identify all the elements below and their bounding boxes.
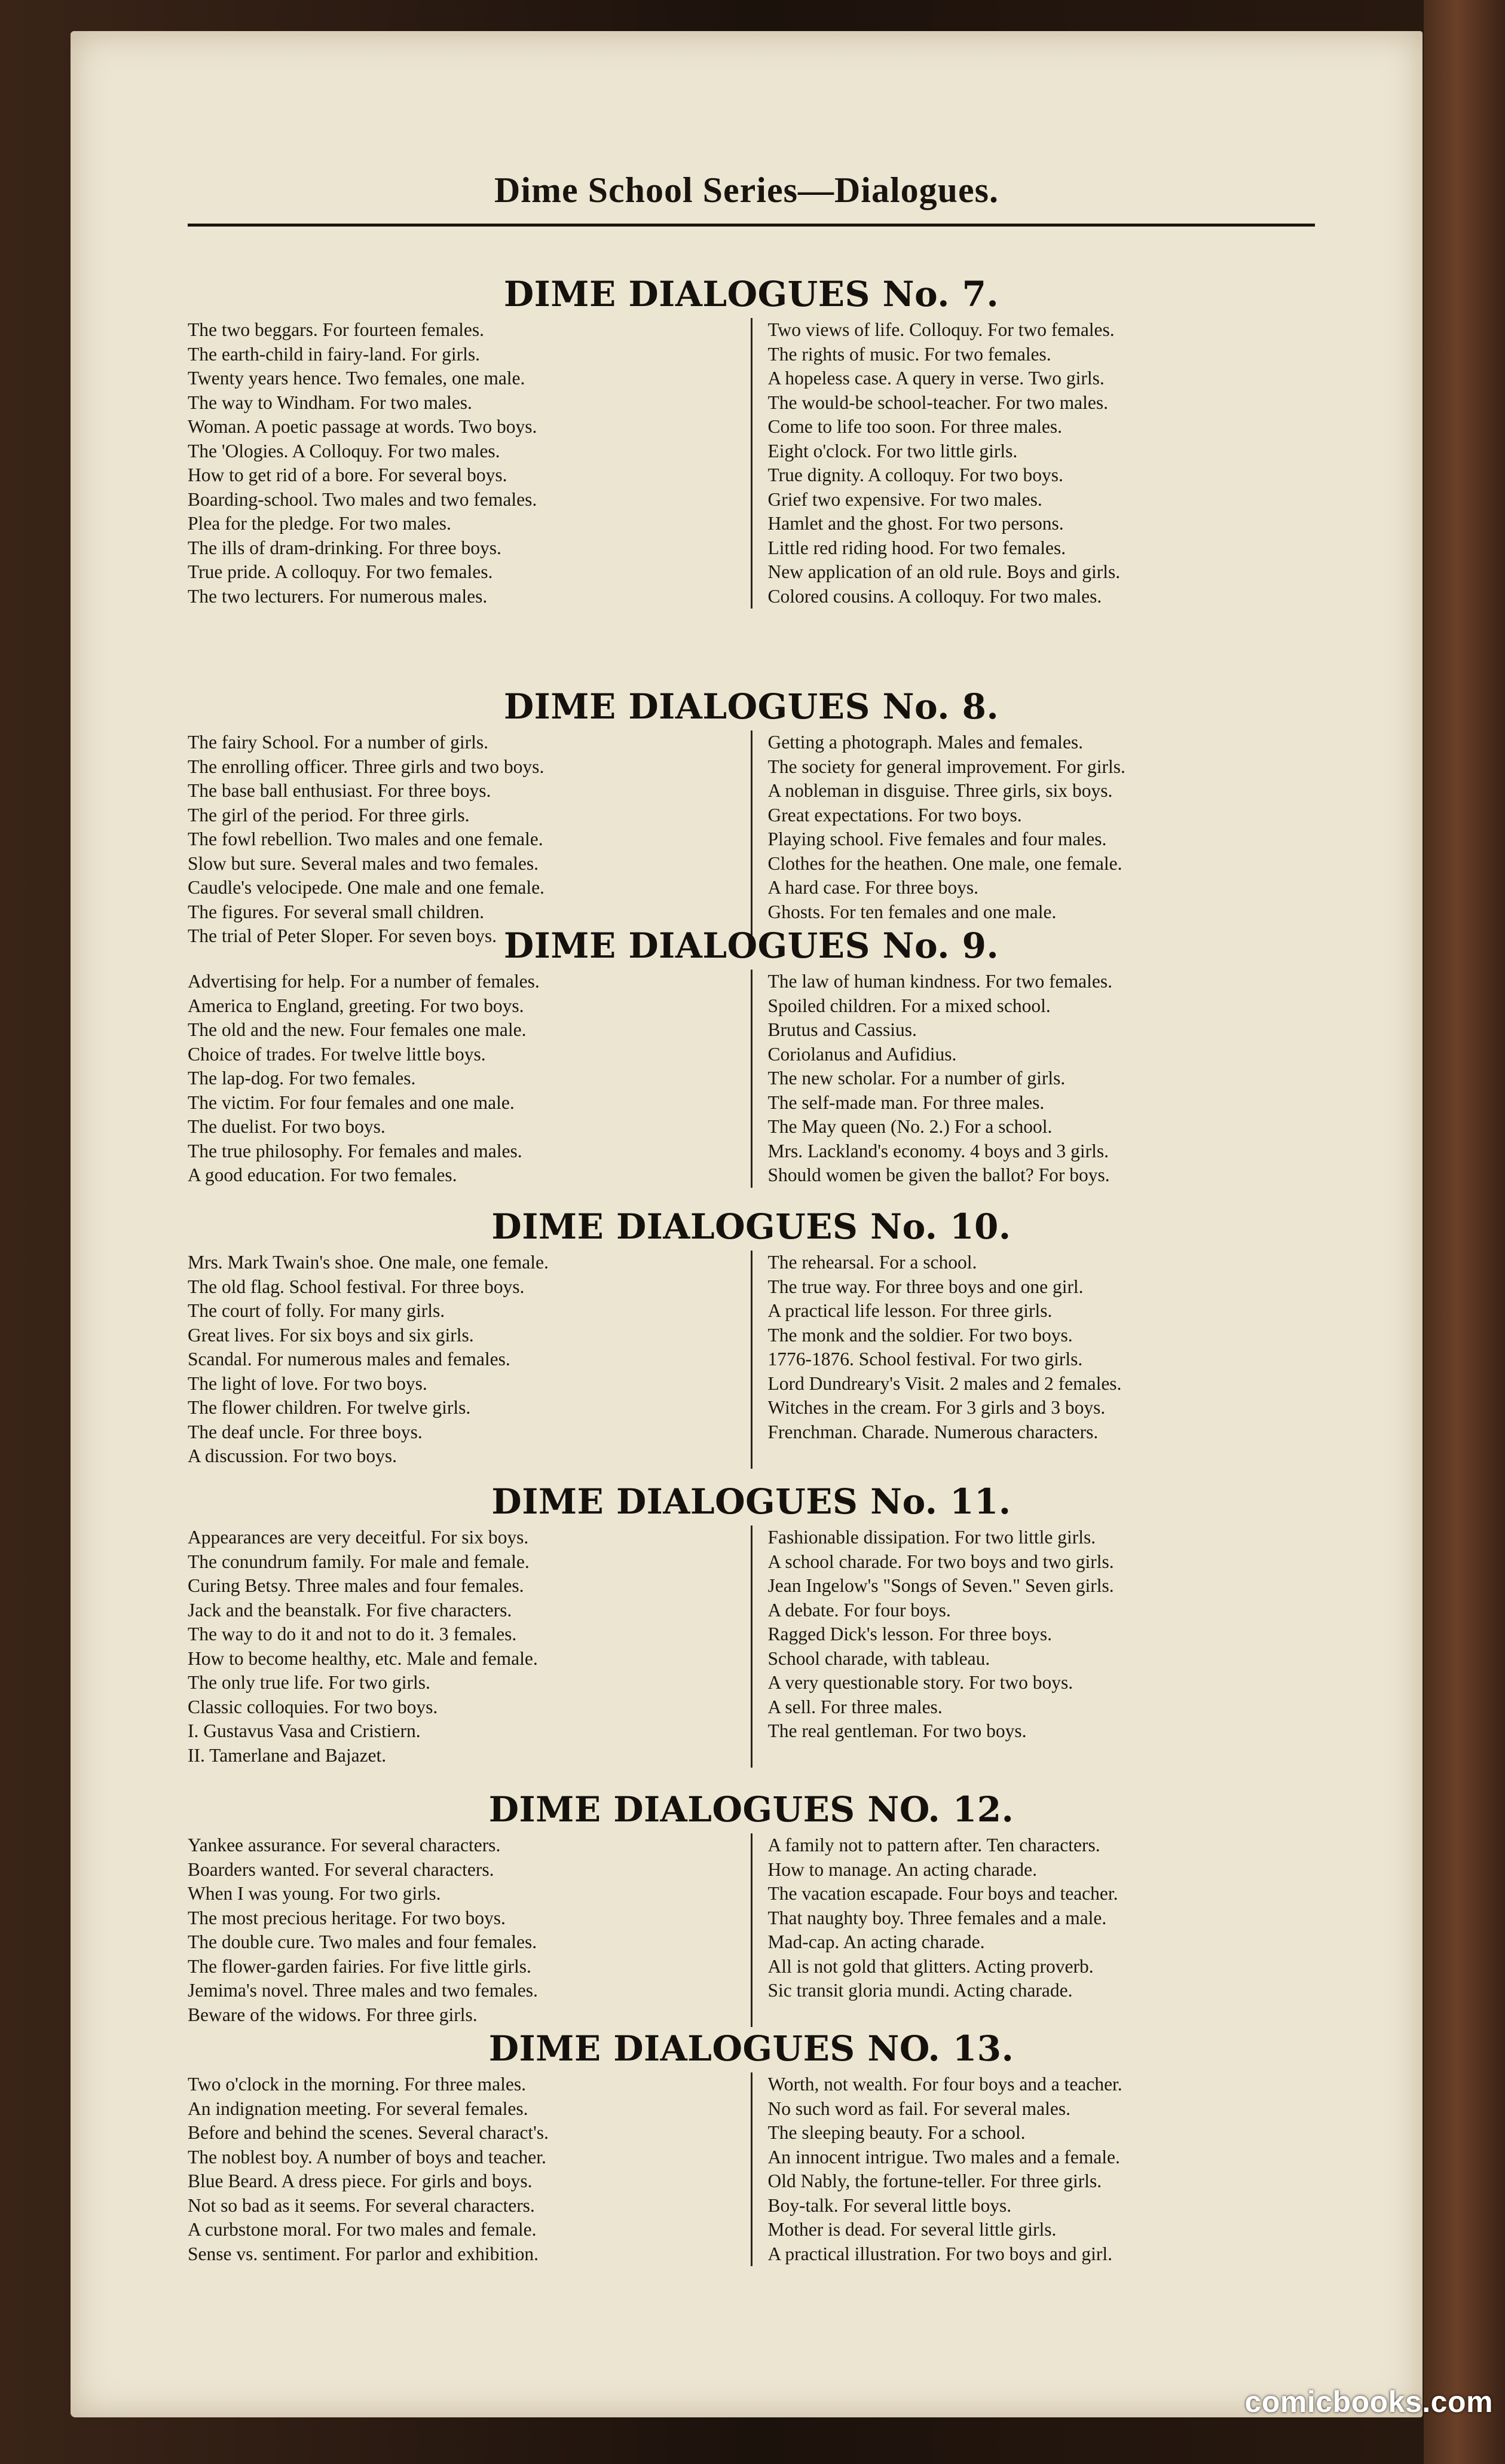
dialogue-entry: The 'Ologies. A Colloquy. For two males.: [188, 440, 500, 461]
dialogue-entry: The ills of dram-drinking. For three boys.: [188, 537, 501, 558]
dialogue-entry: That naughty boy. Three females and a male.: [767, 1907, 1107, 1928]
left-column: [188, 970, 751, 1188]
dialogue-entry: Old Nably, the fortune-teller. For three girls.: [767, 2170, 1102, 2191]
dialogue-section: [188, 270, 1315, 609]
dialogue-section: [188, 1786, 1315, 2027]
dialogue-entry: The deaf uncle. For three boys.: [188, 1421, 423, 1442]
dialogue-entry: True dignity. A colloquy. For two boys.: [767, 464, 1063, 485]
dialogue-entry: Great lives. For six boys and six girls.: [188, 1324, 474, 1346]
right-column: [752, 970, 1316, 1188]
section-columns: [188, 1833, 1315, 2027]
right-column: [752, 1833, 1316, 2027]
dialogue-entry: Jemima's novel. Three males and two females.: [188, 1980, 538, 2001]
dialogue-entry: The society for general improvement. For girls.: [767, 756, 1125, 777]
dialogue-entry: The true philosophy. For females and males.: [188, 1140, 522, 1161]
dialogue-entry: Scandal. For numerous males and females.: [188, 1349, 510, 1369]
dialogue-entry: Spoiled children. For a mixed school.: [767, 995, 1051, 1016]
dialogue-entry: The old and the new. Four females one male.: [188, 1019, 527, 1040]
dialogue-entry: Slow but sure. Several males and two females.: [188, 852, 539, 874]
dialogue-entry: True pride. A colloquy. For two females.: [188, 561, 493, 582]
dialogue-entry: The victim. For four females and one male.: [188, 1092, 515, 1113]
dialogue-entry: The May queen (No. 2.) For a school.: [767, 1116, 1053, 1137]
dialogue-entry: The double cure. Two males and four females.: [188, 1931, 537, 1952]
dialogue-entry: Boarders wanted. For several characters.: [188, 1858, 494, 1880]
dialogue-entry: Witches in the cream. For 3 girls and 3 boys.: [767, 1397, 1106, 1418]
dialogue-entry: The flower children. For twelve girls.: [188, 1397, 471, 1418]
dialogue-entry: A curbstone moral. For two males and female.: [188, 2219, 537, 2240]
dialogue-entry: Grief two expensive. For two males.: [767, 488, 1042, 510]
dialogue-entry: The figures. For several small children.: [188, 901, 484, 922]
right-column: [752, 730, 1316, 949]
right-column: [752, 2072, 1316, 2266]
dialogue-entry: A family not to pattern after. Ten characters.: [767, 1835, 1100, 1855]
dialogue-entry: America to England, greeting. For two boys.: [188, 995, 524, 1016]
section-title: DIME DIALOGUES No. 9.: [503, 925, 999, 966]
dialogue-entry: The new scholar. For a number of girls.: [767, 1068, 1066, 1089]
dialogue-entry: The way to do it and not to do it. 3 females.: [188, 1624, 517, 1644]
section-columns: [188, 970, 1315, 1188]
dialogue-entry: The most precious heritage. For two boys.: [188, 1907, 506, 1928]
book-spine: [1424, 0, 1505, 2464]
dialogue-entry: Appearances are very deceitful. For six boys.: [188, 1527, 529, 1548]
dialogue-entry: A good education. For two females.: [188, 1164, 457, 1185]
dialogue-entry: Jack and the beanstalk. For five characters.: [188, 1599, 512, 1621]
dialogue-section: [188, 2025, 1315, 2266]
dialogue-entry: The true way. For three boys and one girl.: [767, 1276, 1084, 1297]
dialogue-entry: The two lecturers. For numerous males.: [188, 585, 488, 607]
dialogue-entry: Woman. A poetic passage at words. Two boys.: [188, 416, 537, 437]
dialogue-entry: The only true life. For two girls.: [188, 1672, 430, 1693]
dialogue-entry: An indignation meeting. For several females.: [188, 2098, 528, 2119]
dialogue-entry: Playing school. Five females and four males.: [767, 829, 1107, 849]
left-column: [188, 1833, 751, 2027]
dialogue-entry: The old flag. School festival. For three boys.: [188, 1276, 525, 1297]
dialogue-entry: Before and behind the scenes. Several charact's.: [188, 2122, 549, 2143]
section-columns: [188, 730, 1315, 949]
dialogue-entry: How to manage. An acting charade.: [767, 1858, 1037, 1880]
dialogue-entry: The trial of Peter Sloper. For seven boys.: [188, 925, 497, 946]
section-title: DIME DIALOGUES NO. 13.: [488, 2028, 1014, 2069]
dialogue-entry: A hopeless case. A query in verse. Two girls.: [767, 368, 1105, 389]
dialogue-entry: Worth, not wealth. For four boys and a teacher.: [767, 2074, 1122, 2095]
dialogue-entry: The rehearsal. For a school.: [767, 1252, 977, 1273]
dialogue-entry: Boarding-school. Two males and two females.: [188, 488, 537, 510]
dialogue-section: [188, 1478, 1315, 1768]
dialogue-entry: Classic colloquies. For two boys.: [188, 1696, 438, 1717]
section-title: DIME DIALOGUES No. 7.: [503, 274, 999, 314]
dialogue-entry: The court of folly. For many girls.: [188, 1300, 445, 1321]
dialogue-entry: The light of love. For two boys.: [188, 1372, 427, 1394]
dialogue-entry: Colored cousins. A colloquy. For two males.: [767, 585, 1102, 607]
dialogue-entry: I. Gustavus Vasa and Cristiern.: [188, 1720, 421, 1741]
dialogue-entry: The earth-child in fairy-land. For girls.: [188, 343, 480, 365]
section-columns: [188, 318, 1315, 609]
dialogue-entry: The law of human kindness. For two females.: [767, 971, 1113, 992]
dialogue-entry: Mrs. Lackland's economy. 4 boys and 3 girls.: [767, 1140, 1109, 1161]
dialogue-entry: Hamlet and the ghost. For two persons.: [767, 513, 1064, 534]
dialogue-entry: Ragged Dick's lesson. For three boys.: [767, 1624, 1052, 1644]
left-column: [188, 318, 751, 609]
dialogue-entry: No such word as fail. For several males.: [767, 2098, 1070, 2119]
dialogue-entry: Lord Dundreary's Visit. 2 males and 2 females.: [767, 1372, 1122, 1394]
dialogue-entry: Plea for the pledge. For two males.: [188, 513, 451, 534]
dialogue-section: [188, 1203, 1315, 1469]
dialogue-entry: School charade, with tableau.: [767, 1647, 990, 1669]
dialogue-entry: The monk and the soldier. For two boys.: [767, 1324, 1073, 1346]
dialogue-entry: The vacation escapade. Four boys and teacher.: [767, 1883, 1118, 1904]
dialogue-entry: Two views of life. Colloquy. For two females.: [767, 319, 1115, 340]
dialogue-entry: Mrs. Mark Twain's shoe. One male, one female.: [188, 1252, 549, 1273]
section-title: DIME DIALOGUES NO. 12.: [488, 1789, 1014, 1830]
dialogue-entry: The noblest boy. A number of boys and teacher.: [188, 2146, 546, 2168]
header-rule: [188, 224, 1315, 227]
left-column: [188, 730, 751, 949]
dialogue-entry: The rights of music. For two females.: [767, 343, 1051, 365]
site-watermark: comicbooks.com: [1244, 2385, 1493, 2419]
dialogue-entry: How to become healthy, etc. Male and female.: [188, 1647, 538, 1669]
dialogue-entry: Twenty years hence. Two females, one male.: [188, 368, 525, 389]
dialogue-entry: How to get rid of a bore. For several boys.: [188, 464, 507, 485]
dialogue-entry: Two o'clock in the morning. For three males.: [188, 2074, 526, 2095]
dialogue-entry: When I was young. For two girls.: [188, 1883, 441, 1904]
dialogue-entry: 1776-1876. School festival. For two girls.: [767, 1349, 1083, 1369]
dialogue-entry: The enrolling officer. Three girls and two boys.: [188, 756, 545, 777]
dialogue-entry: Getting a photograph. Males and females.: [767, 732, 1083, 753]
dialogue-entry: Ghosts. For ten females and one male.: [767, 901, 1057, 922]
dialogue-entry: New application of an old rule. Boys and girls.: [767, 561, 1121, 582]
dialogue-entry: The flower-garden fairies. For five little girls.: [188, 1955, 531, 1977]
dialogue-entry: A very questionable story. For two boys.: [767, 1672, 1073, 1693]
dialogue-entry: The base ball enthusiast. For three boys.: [188, 780, 491, 801]
dialogue-entry: The fowl rebellion. Two males and one female.: [188, 829, 543, 849]
dialogue-entry: The real gentleman. For two boys.: [767, 1720, 1027, 1741]
right-column: [752, 1526, 1316, 1768]
dialogue-entry: Choice of trades. For twelve little boys.: [188, 1043, 486, 1065]
right-column: [752, 318, 1316, 609]
dialogue-entry: Frenchman. Charade. Numerous characters.: [767, 1421, 1099, 1442]
dialogue-entry: All is not gold that glitters. Acting proverb.: [767, 1955, 1094, 1977]
left-column: [188, 2072, 751, 2266]
left-column: [188, 1251, 751, 1469]
dialogue-entry: A discussion. For two boys.: [188, 1445, 397, 1466]
catalog-page: [71, 31, 1423, 2417]
dialogue-entry: Yankee assurance. For several characters.: [188, 1835, 501, 1855]
dialogue-entry: Mad-cap. An acting charade.: [767, 1931, 985, 1952]
dialogue-entry: The duelist. For two boys.: [188, 1116, 386, 1137]
left-column: [188, 1526, 751, 1768]
dialogue-entry: Caudle's velocipede. One male and one female.: [188, 877, 545, 898]
dialogue-entry: The way to Windham. For two males.: [188, 392, 472, 413]
dialogue-entry: The lap-dog. For two females.: [188, 1068, 416, 1089]
dialogue-entry: II. Tamerlane and Bajazet.: [188, 1744, 387, 1766]
section-columns: [188, 2072, 1315, 2266]
dialogue-entry: Coriolanus and Aufidius.: [767, 1043, 957, 1065]
dialogue-section: [188, 683, 1315, 949]
dialogue-entry: Come to life too soon. For three males.: [767, 416, 1063, 437]
dialogue-entry: Little red riding hood. For two females.: [767, 537, 1066, 558]
dialogue-entry: The conundrum family. For male and female.: [188, 1551, 530, 1572]
dialogue-entry: Clothes for the heathen. One male, one female.: [767, 852, 1122, 874]
section-title: DIME DIALOGUES No. 10.: [491, 1206, 1011, 1247]
dialogue-entry: Advertising for help. For a number of females.: [188, 971, 540, 992]
dialogue-entry: Not so bad as it seems. For several characters.: [188, 2194, 535, 2216]
dialogue-entry: The sleeping beauty. For a school.: [767, 2122, 1026, 2143]
dialogue-entry: Eight o'clock. For two little girls.: [767, 440, 1018, 461]
dialogue-entry: The self-made man. For three males.: [767, 1092, 1045, 1113]
section-title: DIME DIALOGUES No. 11.: [491, 1481, 1011, 1522]
dialogue-entry: Fashionable dissipation. For two little girls.: [767, 1527, 1096, 1548]
dialogue-entry: A nobleman in disguise. Three girls, six boys.: [767, 780, 1113, 801]
dialogue-entry: Curing Betsy. Three males and four females.: [188, 1575, 524, 1596]
dialogue-entry: Beware of the widows. For three girls.: [188, 2004, 478, 2025]
section-columns: [188, 1526, 1315, 1768]
dialogue-entry: Great expectations. For two boys.: [767, 804, 1022, 826]
dialogue-entry: The girl of the period. For three girls.: [188, 804, 470, 826]
dialogue-entry: The two beggars. For fourteen females.: [188, 319, 484, 340]
right-column: [752, 1251, 1316, 1469]
dialogue-entry: A practical illustration. For two boys and girl.: [767, 2243, 1113, 2264]
dialogue-entry: Sense vs. sentiment. For parlor and exhibition.: [188, 2243, 539, 2264]
dialogue-entry: Boy-talk. For several little boys.: [767, 2194, 1012, 2216]
dialogue-entry: The would-be school-teacher. For two males.: [767, 392, 1108, 413]
dialogue-entry: A debate. For four boys.: [767, 1599, 951, 1621]
dialogue-entry: Mother is dead. For several little girls.: [767, 2219, 1057, 2240]
dialogue-entry: An innocent intrigue. Two males and a female.: [767, 2146, 1120, 2168]
dialogue-entry: Jean Ingelow's "Songs of Seven." Seven girls.: [767, 1575, 1114, 1596]
dialogue-entry: Brutus and Cassius.: [767, 1019, 917, 1040]
dialogue-entry: Should women be given the ballot? For boys.: [767, 1164, 1110, 1185]
dialogue-entry: Sic transit gloria mundi. Acting charade.: [767, 1980, 1073, 2001]
section-title: DIME DIALOGUES No. 8.: [503, 686, 999, 727]
dialogue-entry: A school charade. For two boys and two girls.: [767, 1551, 1114, 1572]
dialogue-entry: A practical life lesson. For three girls.: [767, 1300, 1053, 1321]
running-head: Dime School Series—Dialogues.: [494, 170, 999, 210]
dialogue-entry: The fairy School. For a number of girls.: [188, 732, 489, 753]
dialogue-entry: A sell. For three males.: [767, 1696, 943, 1717]
section-columns: [188, 1251, 1315, 1469]
dialogue-entry: A hard case. For three boys.: [767, 877, 979, 898]
dialogue-section: [188, 922, 1315, 1188]
dialogue-entry: Blue Beard. A dress piece. For girls and boys.: [188, 2170, 533, 2191]
